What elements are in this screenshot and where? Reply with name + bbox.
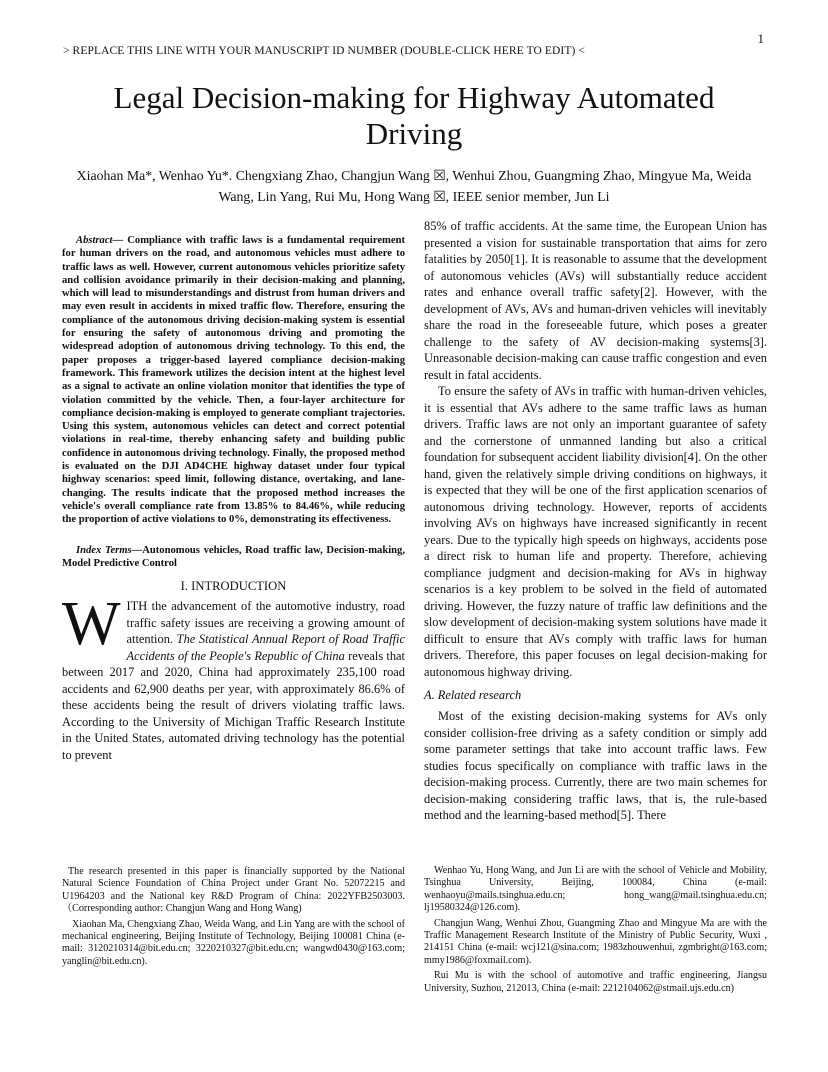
intro-paragraph-continued: 85% of traffic accidents. At the same time, the European Union has presented a vision for sustainable transportation that aims for zero fatalities by 2050[1]. It is reasonable to assume that the development of autonomous vehicles (AVs) will substantially reduce accident rates and enhance overall traffic safety[2]. However, with the development of AVs, AVs and human-driven vehicles will inevitably share the road in the foreseeable future, which poses a greater challenge to the safety of AV decision-making systems[3]. Unreasonable decision-making can cause traffic congestion and even result in fatal accidents. xyxy=(424,219,767,382)
intro-paragraph xyxy=(62,590,405,763)
author-list: Xiaohan Ma*, Wenhao Yu*. Chengxiang Zhao, Changjun Wang ☒, Wenhui Zhou, Guangming Zhao, Mingyue Ma, Weida Wang, Lin Yang, Rui Mu, Hong Wang ☒, IEEE senior member, Jun Li xyxy=(76,168,752,204)
page-number: 1 xyxy=(757,31,764,46)
index-terms-text: —Autonomous vehicles, Road traffic law, Decision-making, Model Predictive Control xyxy=(62,544,405,569)
left-column xyxy=(62,234,405,763)
right-column xyxy=(424,218,767,824)
intro-text-b: reveals that between 2017 and 2020, China had approximately 235,100 road accidents and 62,900 deaths per year, with approximately 86.6% of these accidents being the result of drivers violating traffic laws. According to the University of Michigan Traffic Research Institute in the United States, automated driving technology has the potential to prevent xyxy=(62,648,405,762)
drop-cap: W xyxy=(62,590,121,659)
index-terms xyxy=(62,544,405,571)
subsection-heading-related-research: A. Related research xyxy=(424,688,522,702)
section-heading-introduction: I. INTRODUCTION xyxy=(180,579,287,594)
footnote-affiliation-bit: Xiaohan Ma, Chengxiang Zhao, Weida Wang, and Lin Yang are with the school of mechanical engineering, Beijing Institute of Technology, Beijing 100081 China (e-mail: 3120210314@bit.edu.cn; 3220210327@bit.edu.cn; wangwd0430@163.com; yanglin@bit.edu.cn). xyxy=(62,918,405,967)
footnote-affiliation-mps: Changjun Wang, Wenhui Zhou, Guangming Zhao and Mingyue Ma are with the Traffic Management Research Institute of the Ministry of Public Security, Wuxi , 214151 China (e-mail: wcj121@sina.com; 1983zhouwenhui, zgmbright@163.com; mmy1986@foxmail.com). xyxy=(424,917,767,966)
abstract xyxy=(62,234,405,527)
footnote-affiliation-jiangsu: Rui Mu is with the school of automotive and traffic engineering, Jiangsu University, Suzhou, 212013, China (e-mail: 2212104062@stmail.ujs.edu.cn) xyxy=(424,970,767,994)
intro-paragraph-2: To ensure the safety of AVs in traffic with human-driven vehicles, it is essential that AVs adhere to the same traffic laws as human drivers. Traffic laws are not only an important guarantee of safety and the cornerstone of unmanned landing but also a critical foundation for subsequent accident liability division[4]. On the other hand, given the relatively simple driving conditions on highways, it is expected that they will be one of the first application scenarios of autonomous driving technology. However, reports of accidents involving AVs on highways have increased significantly in recent years. Due to the typically high speeds on highways, accidents pose a direct risk to human life and property. Therefore, achieving compliance judgment and decision-making for AVs in highway scenarios is a key problem to be solved in the field of automated driving. However, the fuzzy nature of traffic law definitions and the slow development of decision-making system solutions have made it difficult to ensure that AVs comply with traffic laws for human drivers. Therefore, this paper focuses on legal decision-making for autonomous highway driving. xyxy=(424,384,767,679)
paper-title: Legal Decision-making for Highway Automated Driving xyxy=(113,80,715,151)
footnotes-right xyxy=(424,865,767,998)
abstract-label: Abstract— xyxy=(76,235,124,246)
manuscript-header: > REPLACE THIS LINE WITH YOUR MANUSCRIPT ID NUMBER (DOUBLE-CLICK HERE TO EDIT) < xyxy=(63,45,585,57)
footnotes-left xyxy=(62,866,405,971)
footnote-affiliation-tsinghua: Wenhao Yu, Hong Wang, and Jun Li are with the school of Vehicle and Mobility, Tsinghua University, Beijing, 100084, China (e-mail: wenhaoyu@mails.tsinghua.edu.cn; hong_wang@mail.tsinghua.edu.cn; lj19580324@126.com). xyxy=(424,865,767,914)
footnote-funding: The research presented in this paper is financially supported by the National Natural Science Foundation of China Project under Grant No. 52072215 and U1964203 and the National key R&D Program of China: 2022YFB2503003.（Corresponding author: Changjun Wang and Hong Wang) xyxy=(62,866,405,915)
related-research-paragraph: Most of the existing decision-making systems for AVs only consider collision-free driving as a safety condition or simply add some parameter settings that take into account traffic laws. Few studies focus specifically on compliance with traffic laws in the decision-making process. Currently, there are two main schemes for decision-making considering traffic laws, that is, the rule-based method and the learning-based method[5]. There xyxy=(424,709,767,822)
index-terms-label: Index Terms xyxy=(76,544,132,556)
abstract-text: Compliance with traffic laws is a fundamental requirement for human drivers on the road, and autonomous vehicles must adhere to traffic laws as well. However, current autonomous vehicles prioritize safety and collision avoidance primarily in their decision-making and planning, which will lead to misunderstandings and distrust from human drivers and may even result in accidents in mixed traffic flow. Therefore, ensuring the compliance of the autonomous driving decision-making system is essential for ensuring the safety of autonomous driving and promoting the widespread adoption of autonomous driving technology. To this end, the paper proposes a trigger-based layered compliance decision-making framework. This framework utilizes the decision intent at the highest level as a signal to activate an online violation monitor that identifies the type of violation committed by the vehicle. Then, a four-layer architecture for compliance decision-making is employed to generate compliant trajectories. Using this system, autonomous vehicles can detect and correct potential violations in real-time, thereby enhancing safety and building public confidence in autonomous driving technology. Finally, the proposed method is evaluated on the DJI AD4CHE highway dataset under four typical highway scenarios: speed limit, following distance, overtaking, and lane-changing. The results indicate that the proposed method increases the vehicle's overall compliance rate from 13.85% to 84.46%, while reducing the proportion of active violations to 0%, demonstrating its effectiveness. xyxy=(62,235,405,526)
intro-text-a: ITH the advancement of the automotive industry, road traffic safety issues are receiving a growing amount of attention. xyxy=(126,599,405,647)
intro-report-title: The Statistical Annual Report of Road Traffic Accidents of the People's Republic of China xyxy=(126,632,405,663)
